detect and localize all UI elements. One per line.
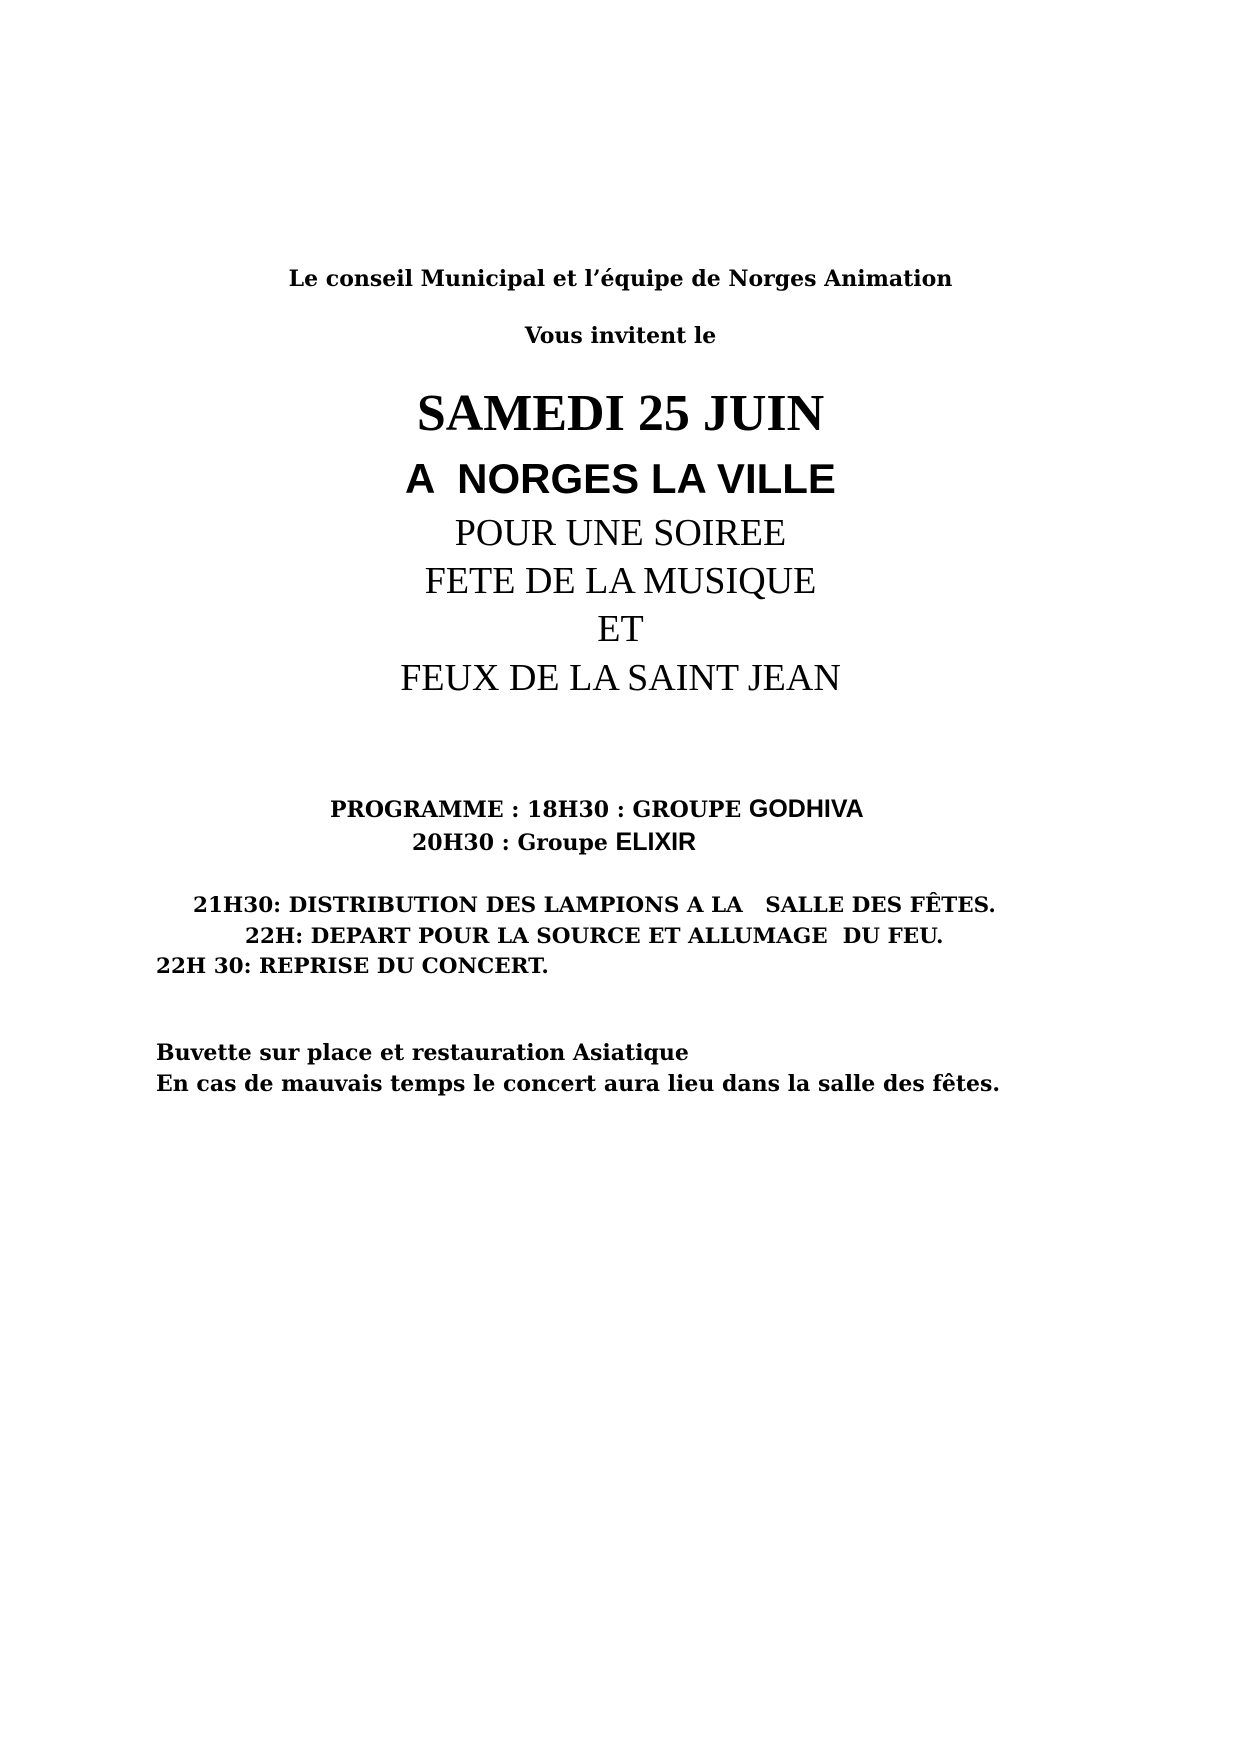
invite-line: Vous invitent le [524,323,717,349]
subtitle-line-4: FEUX DE LA SAINT JEAN [400,657,841,699]
schedule-item-1: 21H30: DISTRIBUTION DES LAMPIONS A LA SALLE DES FÊTES. [193,893,996,918]
event-date-title: SAMEDI 25 JUIN [416,385,825,442]
schedule-item-2: 22H: DEPART POUR LA SOURCE ET ALLUMAGE DU FEU. [245,924,944,949]
program-line-2 [412,828,696,857]
schedule-item-3: 22H 30: REPRISE DU CONCERT. [156,954,549,979]
info-line-1: Buvette sur place et restauration Asiatique [156,1040,689,1066]
event-place-title: A NORGES LA VILLE [405,455,836,502]
subtitle-line-2: FETE DE LA MUSIQUE [424,560,817,602]
organizers-line: Le conseil Municipal et l’équipe de Norges Animation [288,266,953,292]
group-name-2: ELIXIR [615,828,697,856]
program-label: PROGRAMME : 18H30 : GROUPE [330,797,749,823]
subtitle-line-3: ET [597,608,644,650]
group-name-1: GODHIVA [748,795,864,823]
program-line-1 [330,795,864,824]
subtitle-line-1: POUR UNE SOIREE [454,512,787,554]
info-line-2: En cas de mauvais temps le concert aura lieu dans la salle des fêtes. [156,1071,1001,1097]
program-time-2: 20H30 : Groupe [412,830,616,856]
